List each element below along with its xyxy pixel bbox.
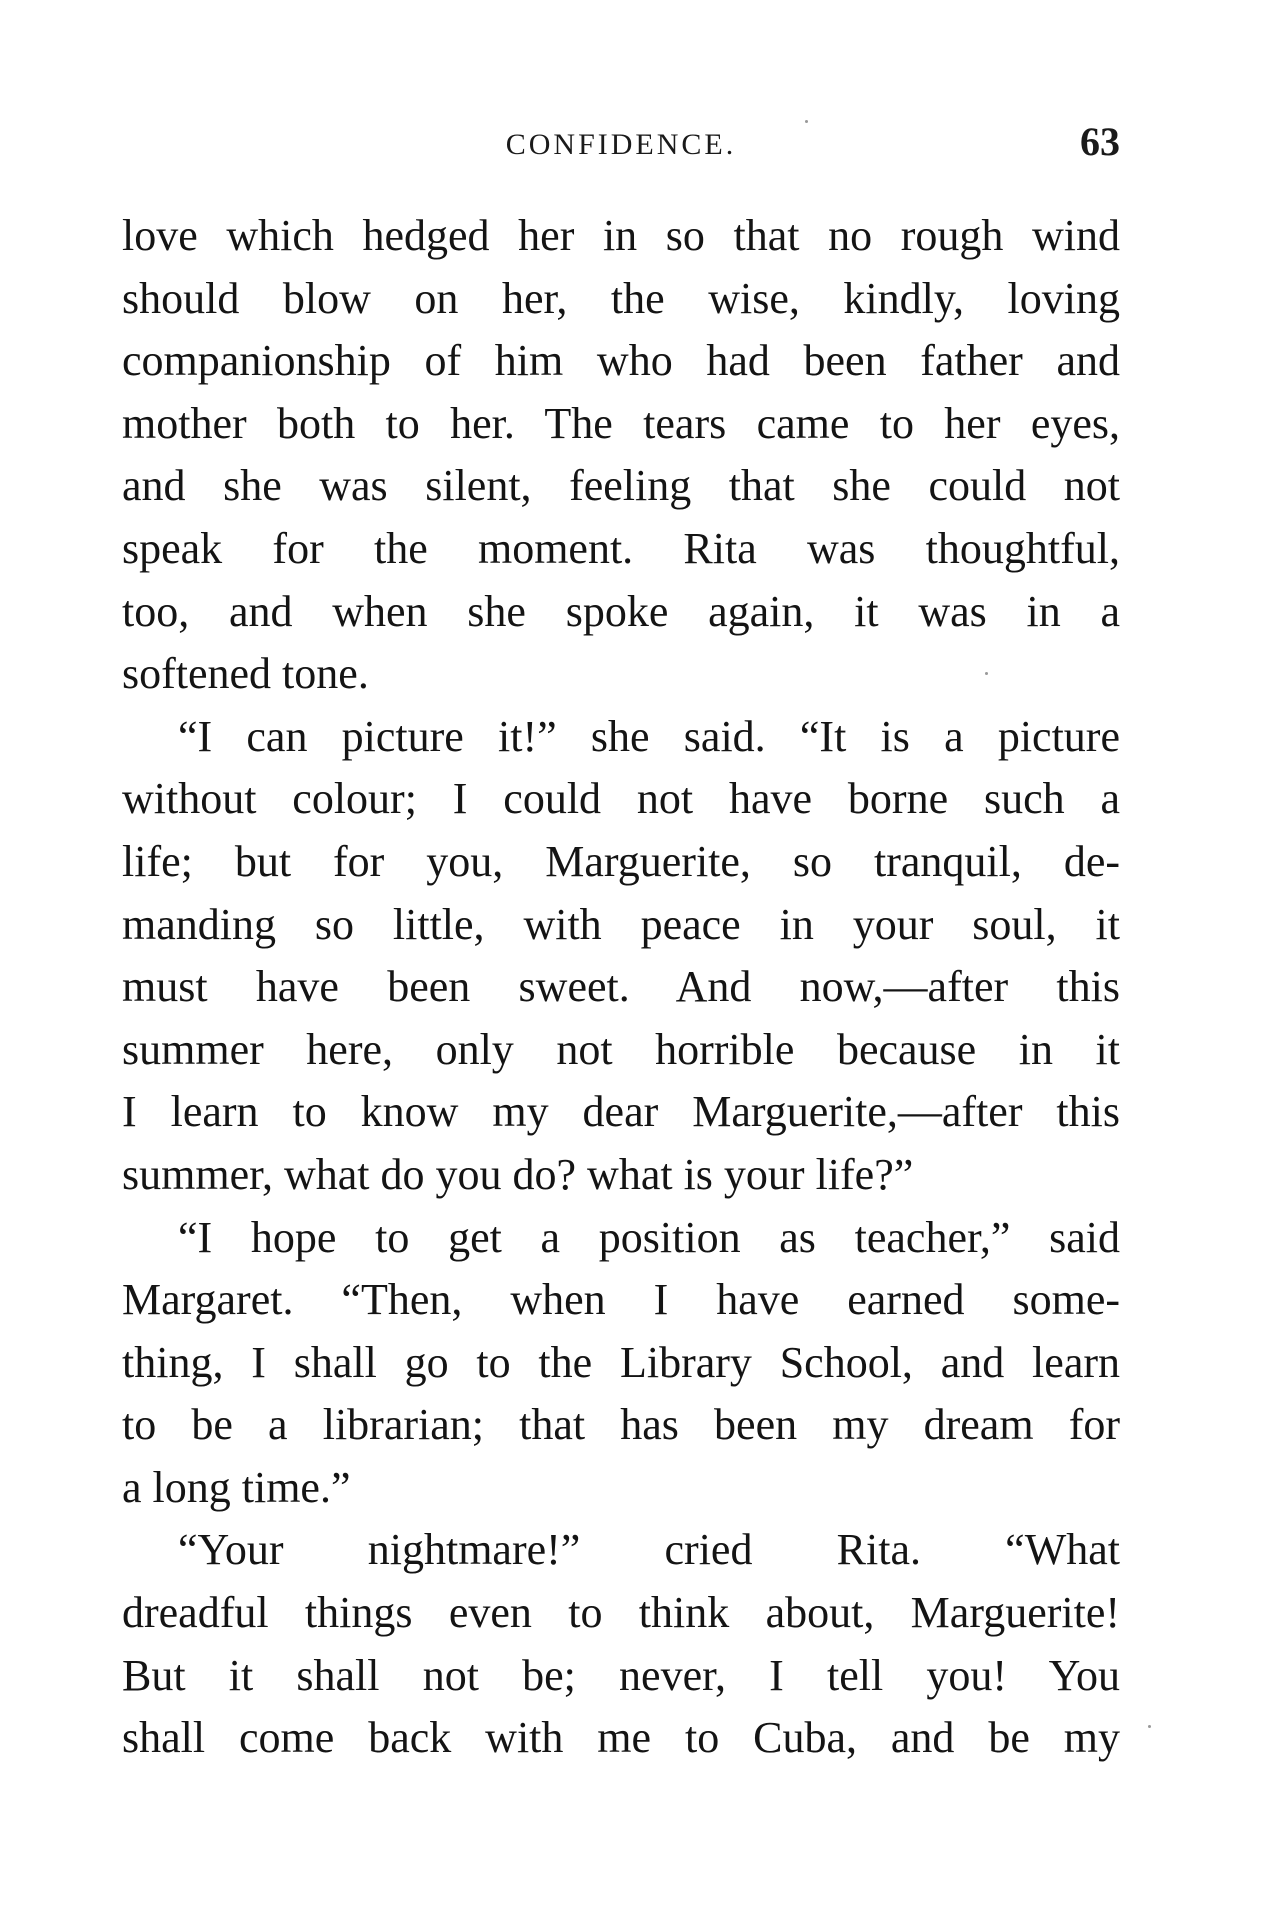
text-line: love which hedged her in so that no rough wind <box>122 211 1120 260</box>
text-line: life; but for you, Marguerite, so tranquil, de- <box>122 836 1120 886</box>
text-line: I learn to know my dear Marguerite,—after this <box>122 1087 1120 1137</box>
paragraph-start-line: “Your nightmare!” cried Rita. “What <box>178 1525 1120 1575</box>
paragraph-start-line: “I hope to get a position as teacher,” said <box>178 1212 1120 1262</box>
running-title: CONFIDENCE. <box>505 128 737 161</box>
text-line: shall come back with me to Cuba, and be my <box>122 1713 1120 1763</box>
text-line: thing, I shall go to the Library School, and learn <box>122 1337 1120 1387</box>
paper-speck <box>985 672 988 675</box>
paper-speck <box>805 120 808 123</box>
text-line: must have been sweet. And now,—after this <box>122 962 1120 1012</box>
text-line: too, and when she spoke again, it was in a <box>122 586 1120 636</box>
paper-speck <box>1148 1725 1151 1728</box>
text-line: should blow on her, the wise, kindly, loving <box>122 273 1120 323</box>
page-number: 63 <box>1080 119 1120 164</box>
running-head <box>122 118 1120 168</box>
text-line: manding so little, with peace in your soul, it <box>122 899 1120 949</box>
text-line: summer, what do you do? what is your life?” <box>122 1149 914 1199</box>
body-text <box>122 205 1120 1770</box>
text-line: and she was silent, feeling that she could not <box>122 461 1120 511</box>
text-line: speak for the moment. Rita was thoughtful, <box>122 523 1120 573</box>
text-line: a long time.” <box>122 1462 351 1512</box>
text-line: mother both to her. The tears came to her eyes, <box>122 398 1120 448</box>
text-line: dreadful things even to think about, Marguerite! <box>122 1588 1120 1638</box>
text-line: companionship of him who had been father and <box>122 336 1120 386</box>
text-line: But it shall not be; never, I tell you! You <box>122 1650 1120 1700</box>
text-line: softened tone. <box>122 649 369 699</box>
text-line: to be a librarian; that has been my dream for <box>122 1400 1120 1450</box>
text-line: Margaret. “Then, when I have earned some- <box>122 1275 1120 1325</box>
text-line: summer here, only not horrible because in it <box>122 1024 1120 1074</box>
text-line: without colour; I could not have borne such a <box>122 774 1120 824</box>
paragraph-start-line: “I can picture it!” she said. “It is a picture <box>178 711 1120 761</box>
